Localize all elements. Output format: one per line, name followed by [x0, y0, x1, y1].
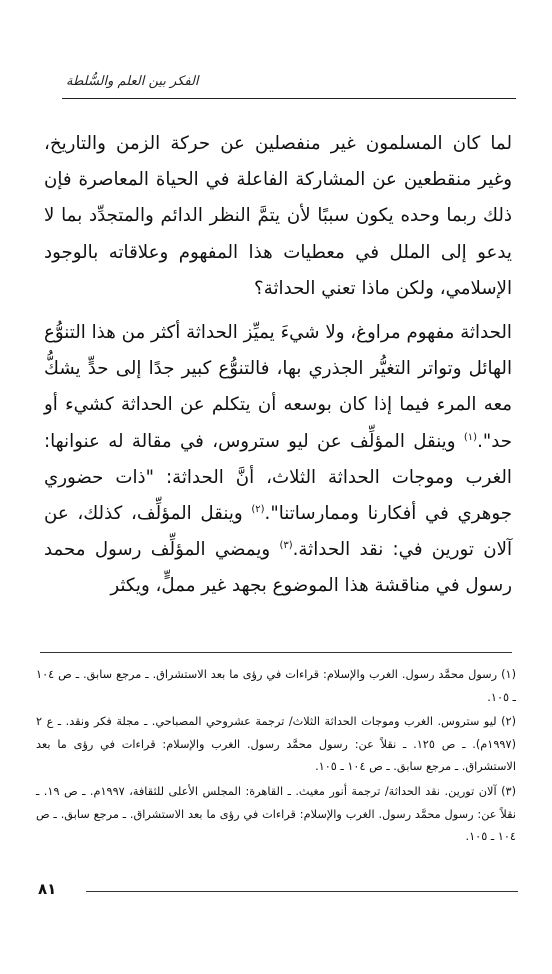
footnote-text: رسول محمَّد رسول. الغرب والإسلام: قراءات في رؤى ما بعد الاستشراق. ـ مرجع سابق. ـ ص ١٠٤ ـ ١٠٥.: [36, 668, 516, 704]
page-number: ٨١: [38, 880, 57, 898]
footnote-2: [36, 711, 516, 779]
footnote-text: ليو ستروس. الغرب وموجات الحداثة الثلاث/ ترجمة عشروحي المصباحي. ـ مجلة فكر ونقد. ـ ع ٢ (١٩٩٧م). ـ ص ١٢٥. ـ نقلاً عن: رسول محمَّد رسول. الغرب والإسلام: قراءات في رؤى ما بعد الاستشراق. ـ مرجع سابق. ـ ص ١٠٤ ـ ١٠٥.: [36, 715, 516, 774]
paragraph-1: لما كان المسلمون غير منفصلين عن حركة الزمن والتاريخ، وغير منقطعين عن المشاركة الفاعلة في الحياة المعاصرة فإن ذلك ربما وحده يكون سببًا لأن يتمَّ النظر الدائم والمتجدِّد بما لا يدعو إلى الملل في معطيات هذا المفهوم وعلاقاته بالوجود الإسلامي، ولكن ماذا تعني الحداثة؟: [44, 133, 512, 299]
footer-divider: [86, 891, 518, 892]
main-text: [44, 126, 512, 605]
header-divider: [62, 98, 516, 99]
footnote-ref-1[interactable]: (١): [463, 431, 478, 443]
footnote-ref-2[interactable]: (٢): [251, 503, 265, 515]
footnote-1: [36, 664, 516, 709]
running-header-title: الفكر بين العلم والسُّلطة: [66, 74, 199, 89]
paragraph-2-part-d: ويمضي المؤلِّف رسول محمد رسول في مناقشة هذا الموضوع بجهد غير مملٍّ، ويكثر: [44, 539, 512, 597]
footnote-number: (٢): [501, 715, 516, 729]
paragraph-2-part-c: وينقل المؤلِّف، كذلك، عن آلان تورين في: نقد الحداثة.: [44, 503, 512, 561]
footnotes: [36, 664, 516, 851]
footnote-ref-3[interactable]: (٣): [279, 540, 293, 552]
footnote-divider: [40, 652, 512, 653]
footnote-number: (١): [501, 668, 516, 681]
footnote-number: (٣): [501, 784, 516, 798]
footnote-text: آلان تورين. نقد الحداثة/ ترجمة أنور مغيث. ـ القاهرة: المجلس الأعلى للثقافة، ١٩٩٧م. ـ ص ١٩. ـ نقلاً عن: رسول محمَّد رسول. الغرب والإسلام: قراءات في رؤى ما بعد الاستشراق. ـ مرجع سابق. ـ ص ١٠٤ ـ ١٠٥.: [36, 784, 516, 844]
footnote-3: [36, 781, 516, 849]
paragraph-2-part-b: وينقل المؤلِّف عن ليو ستروس، في مقالة له عنوانها: الغرب وموجات الحداثة الثلاث، أنَّ الحداثة: "ذات حضوري جوهري في أفكارنا وممارساتنا".: [44, 430, 512, 525]
paragraph-2: [44, 315, 512, 605]
paragraph-2-part-a: الحداثة مفهوم مراوغ، ولا شيءَ يميِّز الحداثة أكثر من هذا التنوُّع الهائل وتواتر التغيُّر الجذري بها، فالتنوُّع كبير جدًا إلى حدٍّ يشكُّ معه المرء فيما إذا كان بوسعه أن يتكلم عن الحداثة كشيء أو حد".: [44, 322, 512, 452]
